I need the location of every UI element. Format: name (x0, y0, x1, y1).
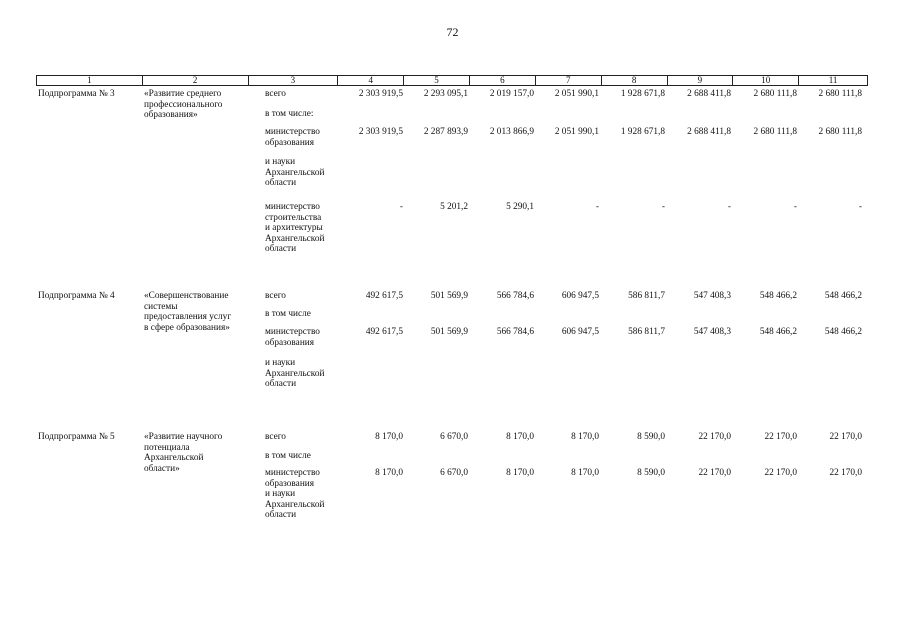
cell-value: 2 688 411,8 (687, 127, 731, 137)
cell-value: 8 170,0 (375, 468, 403, 478)
cell-value: - (595, 202, 599, 212)
header-col-9: 9 (668, 76, 734, 85)
row-label-line: образования (265, 337, 315, 348)
cell-value: 5 290,1 (506, 202, 534, 212)
header-col-3: 3 (249, 76, 339, 85)
cell-value: 2 019 157,0 (489, 89, 534, 99)
header-col-2: 2 (143, 76, 249, 85)
cell-value: 8 170,0 (506, 468, 534, 478)
row-label-line: области (265, 244, 297, 254)
header-col-10: 10 (733, 76, 799, 85)
subprogram-title-line: «Развитие научного (144, 432, 223, 442)
cell-value: 2 680 111,8 (753, 89, 797, 99)
cell-value: 6 670,0 (440, 468, 468, 478)
subprogram-name: Подпрограмма № 4 (38, 291, 115, 301)
header-col-8: 8 (602, 76, 668, 85)
cell-value: 2 680 111,8 (818, 89, 862, 99)
row-label-line: области (265, 510, 297, 520)
cell-value: 22 170,0 (764, 468, 797, 478)
row-label-line: министерство (265, 202, 320, 212)
row-label-line: и науки (265, 157, 296, 167)
cell-value: 1 928 671,8 (620, 89, 665, 99)
cell-value: 2 680 111,8 (753, 127, 797, 137)
row-label-line: в том числе (265, 451, 311, 461)
subprogram-name: Подпрограмма № 3 (38, 89, 115, 99)
subprogram-title-line: предоставления услуг (144, 312, 232, 322)
row-label-line: образования (265, 478, 315, 489)
row-label-line: в том числе (265, 309, 311, 319)
subprogram-title-line: «Развитие среднего (144, 89, 222, 99)
cell-value: 501 569,9 (430, 327, 468, 337)
cell-value: 548 466,2 (759, 291, 797, 301)
header-col-11: 11 (828, 75, 838, 85)
row-label-line: всего (265, 291, 286, 301)
row-label-line: строительства (265, 212, 322, 223)
cell-value: 22 170,0 (698, 432, 731, 442)
row-label-line: Архангельской (265, 167, 325, 178)
row-label-line: министерство (265, 127, 320, 137)
cell-value: 606 947,5 (561, 327, 599, 337)
cell-value: 2 688 411,8 (687, 89, 731, 99)
row-label-line: Архангельской (265, 368, 325, 379)
subprogram-title-line: образования» (144, 110, 198, 120)
row-label-line: Архангельской (265, 499, 325, 510)
cell-value: 606 947,5 (561, 291, 599, 301)
subprogram-title-line: системы (144, 301, 178, 312)
cell-value: 547 408,3 (693, 291, 731, 301)
row-label-line: министерство (265, 468, 320, 478)
header-col-6: 6 (470, 76, 536, 85)
cell-value: 492 617,5 (365, 327, 403, 337)
cell-value: - (727, 202, 731, 212)
cell-value: 22 170,0 (829, 432, 862, 442)
subprogram-title-line: профессионального (144, 99, 223, 110)
header-col-5: 5 (404, 76, 470, 85)
cell-value: 22 170,0 (698, 468, 731, 478)
cell-value: 5 201,2 (440, 202, 468, 212)
cell-value: - (858, 202, 862, 212)
subprogram-title-line: Архангельской (144, 453, 204, 463)
subprogram-name: Подпрограмма № 5 (38, 432, 115, 442)
row-label-line: и архитектуры (265, 223, 323, 233)
row-label-line: всего (265, 89, 286, 99)
row-label-line: образования (265, 137, 315, 148)
subprogram-title-line: области» (144, 463, 180, 474)
cell-value: 548 466,2 (759, 327, 797, 337)
cell-value: 586 811,7 (628, 291, 665, 301)
row-label-line: всего (265, 432, 286, 442)
cell-value: 566 784,6 (496, 327, 534, 337)
header-col-7: 7 (536, 76, 602, 85)
cell-value: 22 170,0 (764, 432, 797, 442)
cell-value: 8 590,0 (637, 468, 665, 478)
cell-value: 22 170,0 (829, 468, 862, 478)
subprogram-title-line: «Совершенствование (144, 291, 229, 301)
cell-value: 8 170,0 (571, 468, 599, 478)
cell-value: 6 670,0 (440, 432, 468, 442)
cell-value: 501 569,9 (430, 291, 468, 301)
cell-value: 492 617,5 (365, 291, 403, 301)
cell-value: 2 051 990,1 (554, 89, 599, 99)
cell-value: 8 170,0 (571, 432, 599, 442)
cell-value: 2 303 919,5 (358, 89, 403, 99)
cell-value: 2 051 990,1 (554, 127, 599, 137)
cell-value: 586 811,7 (628, 327, 665, 337)
subprogram-title-line: в сфере образования» (144, 322, 230, 333)
cell-value: 8 590,0 (637, 432, 665, 442)
cell-value: 548 466,2 (824, 327, 862, 337)
cell-value: 2 303 919,5 (358, 127, 403, 137)
row-label-line: и науки (265, 358, 296, 368)
cell-value: 8 170,0 (506, 432, 534, 442)
cell-value: 566 784,6 (496, 291, 534, 301)
cell-value: 2 013 866,9 (489, 127, 534, 137)
cell-value: - (661, 202, 665, 212)
row-label-line: министерство (265, 327, 320, 337)
cell-value: - (793, 202, 797, 212)
row-label-line: области (265, 178, 297, 188)
cell-value: 8 170,0 (375, 432, 403, 442)
cell-value: 2 287 893,9 (423, 127, 468, 137)
cell-value: - (399, 202, 403, 212)
cell-value: 547 408,3 (693, 327, 731, 337)
header-col-4: 4 (338, 76, 404, 85)
table-header-row (36, 75, 868, 86)
header-col-1: 1 (37, 76, 143, 85)
row-label-line: и науки (265, 489, 296, 499)
page-number: 72 (446, 25, 459, 39)
row-label-line: Архангельской (265, 233, 325, 244)
cell-value: 2 680 111,8 (818, 127, 862, 137)
cell-value: 2 293 095,1 (423, 89, 468, 99)
row-label-line: в том числе: (265, 109, 314, 119)
row-label-line: области (265, 379, 297, 389)
cell-value: 1 928 671,8 (620, 127, 665, 137)
cell-value: 548 466,2 (824, 291, 862, 301)
subprogram-title-line: потенциала (144, 442, 190, 453)
